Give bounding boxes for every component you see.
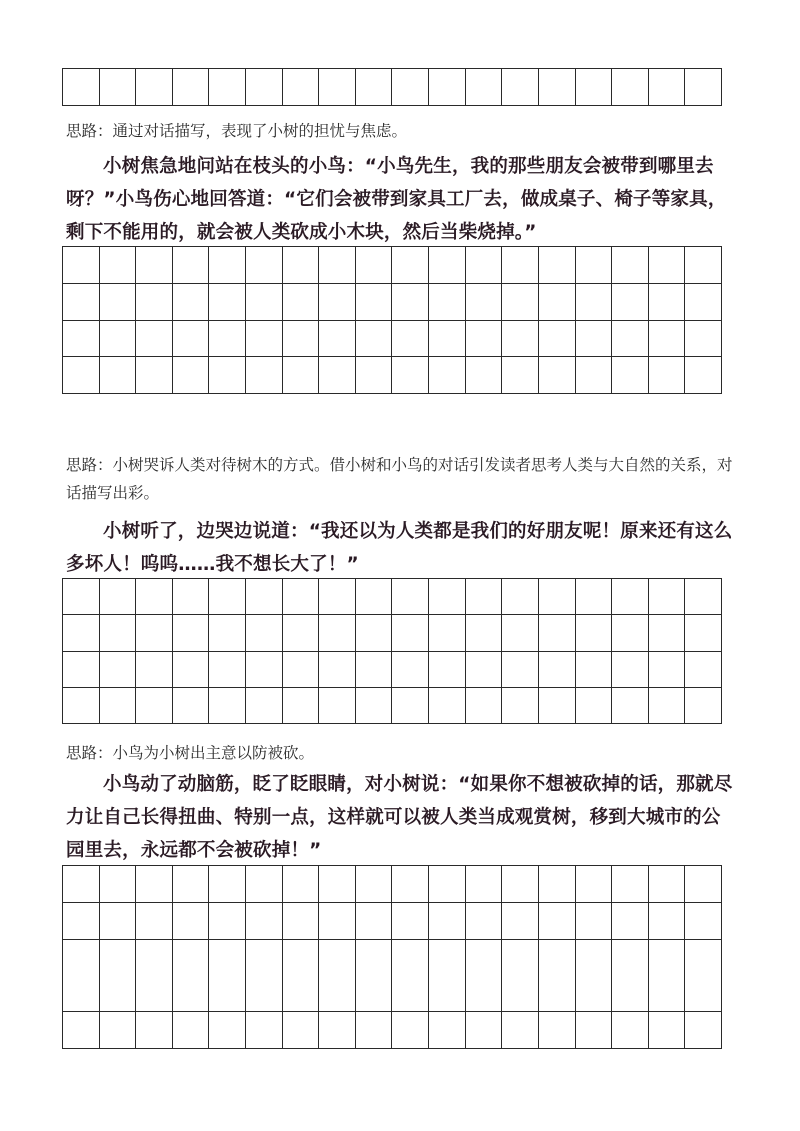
grid-cell[interactable]	[173, 69, 210, 106]
grid-cell[interactable]	[356, 69, 393, 106]
grid-cell[interactable]	[136, 688, 173, 724]
grid-cell[interactable]	[63, 321, 100, 357]
grid-cell[interactable]	[429, 903, 466, 940]
grid-cell[interactable]	[649, 321, 686, 357]
grid-cell[interactable]	[576, 866, 613, 903]
grid-cell[interactable]	[392, 69, 429, 106]
grid-cell[interactable]	[502, 357, 539, 394]
grid-cell[interactable]	[319, 579, 356, 615]
grid-cell[interactable]	[209, 652, 246, 688]
grid-cell[interactable]	[173, 247, 210, 284]
grid-cell[interactable]	[136, 69, 173, 106]
grid-cell[interactable]	[539, 247, 576, 284]
grid-cell[interactable]	[136, 615, 173, 652]
grid-cell[interactable]	[502, 284, 539, 321]
grid-cell[interactable]	[136, 579, 173, 615]
writing-grid[interactable]	[62, 865, 722, 1049]
grid-cell[interactable]	[429, 357, 466, 394]
grid-cell[interactable]	[356, 1012, 393, 1049]
grid-cell[interactable]	[283, 866, 320, 903]
grid-cell[interactable]	[283, 903, 320, 940]
grid-cell[interactable]	[685, 866, 722, 903]
grid-cell[interactable]	[319, 652, 356, 688]
grid-cell[interactable]	[100, 688, 137, 724]
grid-cell[interactable]	[283, 284, 320, 321]
grid-cell[interactable]	[612, 615, 649, 652]
writing-grid[interactable]	[62, 578, 722, 724]
grid-cell[interactable]	[63, 284, 100, 321]
grid-cell[interactable]	[319, 321, 356, 357]
grid-cell[interactable]	[319, 903, 356, 940]
grid-cell[interactable]	[502, 247, 539, 284]
grid-cell[interactable]	[356, 284, 393, 321]
grid-cell[interactable]	[685, 321, 722, 357]
grid-cell[interactable]	[392, 940, 429, 1012]
grid-cell[interactable]	[466, 579, 503, 615]
grid-cell[interactable]	[246, 615, 283, 652]
grid-cell[interactable]	[356, 247, 393, 284]
grid-cell[interactable]	[246, 321, 283, 357]
grid-cell[interactable]	[283, 940, 320, 1012]
grid-cell[interactable]	[392, 615, 429, 652]
grid-cell[interactable]	[539, 579, 576, 615]
grid-cell[interactable]	[246, 357, 283, 394]
grid-cell[interactable]	[100, 247, 137, 284]
grid-cell[interactable]	[466, 284, 503, 321]
grid-cell[interactable]	[246, 652, 283, 688]
grid-cell[interactable]	[392, 652, 429, 688]
grid-cell[interactable]	[576, 284, 613, 321]
grid-cell[interactable]	[246, 688, 283, 724]
grid-cell[interactable]	[539, 688, 576, 724]
grid-cell[interactable]	[539, 615, 576, 652]
grid-cell[interactable]	[685, 652, 722, 688]
grid-cell[interactable]	[136, 652, 173, 688]
grid-cell[interactable]	[100, 69, 137, 106]
grid-cell[interactable]	[283, 1012, 320, 1049]
grid-cell[interactable]	[209, 247, 246, 284]
grid-cell[interactable]	[649, 69, 686, 106]
grid-cell[interactable]	[63, 652, 100, 688]
grid-cell[interactable]	[356, 615, 393, 652]
grid-cell[interactable]	[649, 357, 686, 394]
grid-cell[interactable]	[685, 903, 722, 940]
grid-cell[interactable]	[283, 69, 320, 106]
grid-cell[interactable]	[502, 615, 539, 652]
grid-cell[interactable]	[612, 688, 649, 724]
grid-cell[interactable]	[429, 652, 466, 688]
grid-cell[interactable]	[246, 1012, 283, 1049]
grid-cell[interactable]	[100, 615, 137, 652]
grid-cell[interactable]	[63, 357, 100, 394]
grid-cell[interactable]	[685, 1012, 722, 1049]
grid-cell[interactable]	[576, 688, 613, 724]
story-paragraph: 小鸟动了动脑筋，眨了眨眼睛，对小树说：“如果你不想被砍掉的话，那就尽力让自己长得扭曲、特别一点，这样就可以被人类当成观赏树，移到大城市的公园里去，永远都不会被砍掉！”	[66, 774, 733, 861]
grid-cell[interactable]	[209, 1012, 246, 1049]
grid-cell[interactable]	[173, 903, 210, 940]
grid-cell[interactable]	[649, 1012, 686, 1049]
grid-cell[interactable]	[685, 579, 722, 615]
grid-cell[interactable]	[649, 284, 686, 321]
grid-cell[interactable]	[576, 1012, 613, 1049]
grid-cell[interactable]	[100, 940, 137, 1012]
grid-cell[interactable]	[612, 652, 649, 688]
grid-cell[interactable]	[502, 579, 539, 615]
story-paragraph: 小树焦急地问站在枝头的小鸟：“小鸟先生，我的那些朋友会被带到哪里去呀？”小鸟伤心地回答道：“它们会被带到家具工厂去，做成桌子、椅子等家具，剩下不能用的，就会被人类砍成小木块，然后当柴烧掉。”	[66, 156, 727, 243]
grid-cell[interactable]	[576, 579, 613, 615]
grid-cell[interactable]	[429, 247, 466, 284]
grid-cell[interactable]	[466, 357, 503, 394]
grid-cell[interactable]	[356, 940, 393, 1012]
grid-cell[interactable]	[685, 615, 722, 652]
grid-cell[interactable]	[576, 247, 613, 284]
grid-cell[interactable]	[649, 247, 686, 284]
grid-cell[interactable]	[209, 688, 246, 724]
grid-cell[interactable]	[209, 866, 246, 903]
grid-cell[interactable]	[246, 247, 283, 284]
grid-cell[interactable]	[100, 579, 137, 615]
grid-cell[interactable]	[100, 284, 137, 321]
grid-cell[interactable]	[246, 284, 283, 321]
grid-cell[interactable]	[612, 284, 649, 321]
grid-cell[interactable]	[209, 940, 246, 1012]
grid-cell[interactable]	[502, 652, 539, 688]
grid-cell[interactable]	[429, 579, 466, 615]
grid-cell[interactable]	[356, 357, 393, 394]
grid-cell[interactable]	[612, 69, 649, 106]
grid-cell[interactable]	[429, 940, 466, 1012]
grid-cell[interactable]	[685, 688, 722, 724]
grid-cell[interactable]	[502, 1012, 539, 1049]
grid-cell[interactable]	[63, 866, 100, 903]
thought-note: 思路：小树哭诉人类对待树木的方式。借小树和小鸟的对话引发读者思考人类与大自然的关系，对话描写出彩。	[66, 456, 733, 502]
grid-cell[interactable]	[612, 357, 649, 394]
grid-cell[interactable]	[502, 321, 539, 357]
grid-cell[interactable]	[576, 903, 613, 940]
grid-cell[interactable]	[392, 1012, 429, 1049]
grid-cell[interactable]	[283, 247, 320, 284]
grid-cell[interactable]	[392, 688, 429, 724]
grid-cell[interactable]	[685, 69, 722, 106]
grid-cell[interactable]	[319, 357, 356, 394]
grid-cell[interactable]	[502, 688, 539, 724]
grid-cell[interactable]	[283, 579, 320, 615]
grid-cell[interactable]	[283, 615, 320, 652]
grid-cell[interactable]	[319, 940, 356, 1012]
grid-cell[interactable]	[136, 903, 173, 940]
grid-cell[interactable]	[209, 321, 246, 357]
grid-cell[interactable]	[356, 903, 393, 940]
grid-cell[interactable]	[685, 940, 722, 1012]
grid-cell[interactable]	[136, 247, 173, 284]
grid-cell[interactable]	[539, 940, 576, 1012]
grid-cell[interactable]	[612, 579, 649, 615]
grid-cell[interactable]	[319, 69, 356, 106]
grid-cell[interactable]	[246, 69, 283, 106]
grid-cell[interactable]	[685, 247, 722, 284]
grid-cell[interactable]	[136, 284, 173, 321]
grid-cell[interactable]	[649, 579, 686, 615]
grid-cell[interactable]	[136, 866, 173, 903]
grid-cell[interactable]	[319, 866, 356, 903]
grid-cell[interactable]	[576, 940, 613, 1012]
grid-cell[interactable]	[100, 903, 137, 940]
grid-cell[interactable]	[63, 940, 100, 1012]
grid-cell[interactable]	[319, 1012, 356, 1049]
grid-cell[interactable]	[392, 579, 429, 615]
grid-cell[interactable]	[502, 903, 539, 940]
grid-cell[interactable]	[539, 652, 576, 688]
grid-cell[interactable]	[502, 69, 539, 106]
grid-cell[interactable]	[173, 1012, 210, 1049]
grid-cell[interactable]	[392, 247, 429, 284]
grid-cell[interactable]	[246, 866, 283, 903]
thought-note: 思路：通过对话描写，表现了小树的担忧与焦虑。	[66, 122, 408, 140]
grid-cell[interactable]	[100, 1012, 137, 1049]
grid-cell[interactable]	[246, 903, 283, 940]
grid-cell[interactable]	[502, 940, 539, 1012]
grid-cell[interactable]	[319, 688, 356, 724]
grid-cell[interactable]	[63, 688, 100, 724]
grid-cell[interactable]	[392, 866, 429, 903]
grid-cell[interactable]	[612, 940, 649, 1012]
grid-cell[interactable]	[63, 1012, 100, 1049]
grid-cell[interactable]	[356, 652, 393, 688]
grid-cell[interactable]	[685, 284, 722, 321]
grid-cell[interactable]	[649, 652, 686, 688]
grid-cell[interactable]	[466, 247, 503, 284]
grid-cell[interactable]	[319, 247, 356, 284]
grid-cell[interactable]	[649, 866, 686, 903]
grid-cell[interactable]	[649, 688, 686, 724]
grid-cell[interactable]	[429, 866, 466, 903]
grid-cell[interactable]	[173, 579, 210, 615]
grid-cell[interactable]	[502, 866, 539, 903]
story-paragraph: 小树听了，边哭边说道：“我还以为人类都是我们的好朋友呢！原来还有这么多坏人！呜呜……我不想长大了！”	[66, 521, 733, 575]
grid-cell[interactable]	[429, 321, 466, 357]
grid-cell[interactable]	[539, 866, 576, 903]
grid-cell[interactable]	[246, 579, 283, 615]
grid-cell[interactable]	[612, 247, 649, 284]
grid-cell[interactable]	[173, 688, 210, 724]
grid-cell[interactable]	[466, 866, 503, 903]
grid-cell[interactable]	[649, 940, 686, 1012]
grid-cell[interactable]	[539, 321, 576, 357]
grid-cell[interactable]	[649, 903, 686, 940]
grid-cell[interactable]	[209, 69, 246, 106]
grid-cell[interactable]	[319, 615, 356, 652]
grid-cell[interactable]	[429, 284, 466, 321]
grid-cell[interactable]	[63, 247, 100, 284]
grid-cell[interactable]	[539, 903, 576, 940]
grid-cell[interactable]	[100, 357, 137, 394]
grid-cell[interactable]	[429, 688, 466, 724]
grid-cell[interactable]	[576, 652, 613, 688]
grid-cell[interactable]	[466, 69, 503, 106]
grid-cell[interactable]	[466, 615, 503, 652]
grid-cell[interactable]	[466, 940, 503, 1012]
grid-cell[interactable]	[576, 357, 613, 394]
grid-cell[interactable]	[63, 579, 100, 615]
grid-cell[interactable]	[209, 903, 246, 940]
writing-grid[interactable]	[62, 246, 722, 394]
grid-cell[interactable]	[392, 284, 429, 321]
grid-cell[interactable]	[136, 357, 173, 394]
grid-cell[interactable]	[612, 866, 649, 903]
grid-cell[interactable]	[136, 1012, 173, 1049]
grid-cell[interactable]	[539, 357, 576, 394]
grid-cell[interactable]	[392, 321, 429, 357]
grid-cell[interactable]	[136, 940, 173, 1012]
grid-cell[interactable]	[356, 321, 393, 357]
grid-cell[interactable]	[209, 284, 246, 321]
writing-grid[interactable]	[62, 68, 722, 106]
grid-cell[interactable]	[539, 69, 576, 106]
grid-cell[interactable]	[283, 688, 320, 724]
grid-cell[interactable]	[283, 321, 320, 357]
grid-cell[interactable]	[685, 357, 722, 394]
grid-cell[interactable]	[209, 615, 246, 652]
grid-cell[interactable]	[63, 903, 100, 940]
grid-cell[interactable]	[173, 940, 210, 1012]
grid-cell[interactable]	[466, 1012, 503, 1049]
grid-cell[interactable]	[173, 284, 210, 321]
grid-cell[interactable]	[466, 688, 503, 724]
grid-cell[interactable]	[539, 1012, 576, 1049]
grid-cell[interactable]	[429, 615, 466, 652]
grid-cell[interactable]	[612, 1012, 649, 1049]
grid-cell[interactable]	[466, 321, 503, 357]
grid-cell[interactable]	[283, 652, 320, 688]
grid-cell[interactable]	[429, 1012, 466, 1049]
grid-cell[interactable]	[576, 615, 613, 652]
grid-cell[interactable]	[136, 321, 173, 357]
grid-cell[interactable]	[429, 69, 466, 106]
grid-cell[interactable]	[173, 652, 210, 688]
grid-cell[interactable]	[356, 579, 393, 615]
grid-cell[interactable]	[576, 69, 613, 106]
grid-cell[interactable]	[356, 688, 393, 724]
grid-cell[interactable]	[173, 321, 210, 357]
grid-cell[interactable]	[319, 284, 356, 321]
thought-note: 思路：小鸟为小树出主意以防被砍。	[66, 744, 315, 762]
grid-cell[interactable]	[173, 615, 210, 652]
grid-cell[interactable]	[539, 284, 576, 321]
grid-cell[interactable]	[63, 69, 100, 106]
grid-cell[interactable]	[576, 321, 613, 357]
grid-cell[interactable]	[283, 357, 320, 394]
grid-cell[interactable]	[612, 321, 649, 357]
grid-cell[interactable]	[612, 903, 649, 940]
grid-cell[interactable]	[63, 615, 100, 652]
grid-cell[interactable]	[649, 615, 686, 652]
grid-cell[interactable]	[209, 579, 246, 615]
grid-cell[interactable]	[209, 357, 246, 394]
grid-cell[interactable]	[173, 866, 210, 903]
grid-cell[interactable]	[392, 903, 429, 940]
grid-cell[interactable]	[356, 866, 393, 903]
grid-cell[interactable]	[100, 652, 137, 688]
grid-cell[interactable]	[100, 866, 137, 903]
grid-cell[interactable]	[173, 357, 210, 394]
grid-cell[interactable]	[466, 652, 503, 688]
grid-cell[interactable]	[466, 903, 503, 940]
grid-cell[interactable]	[392, 357, 429, 394]
grid-cell[interactable]	[246, 940, 283, 1012]
grid-cell[interactable]	[100, 321, 137, 357]
